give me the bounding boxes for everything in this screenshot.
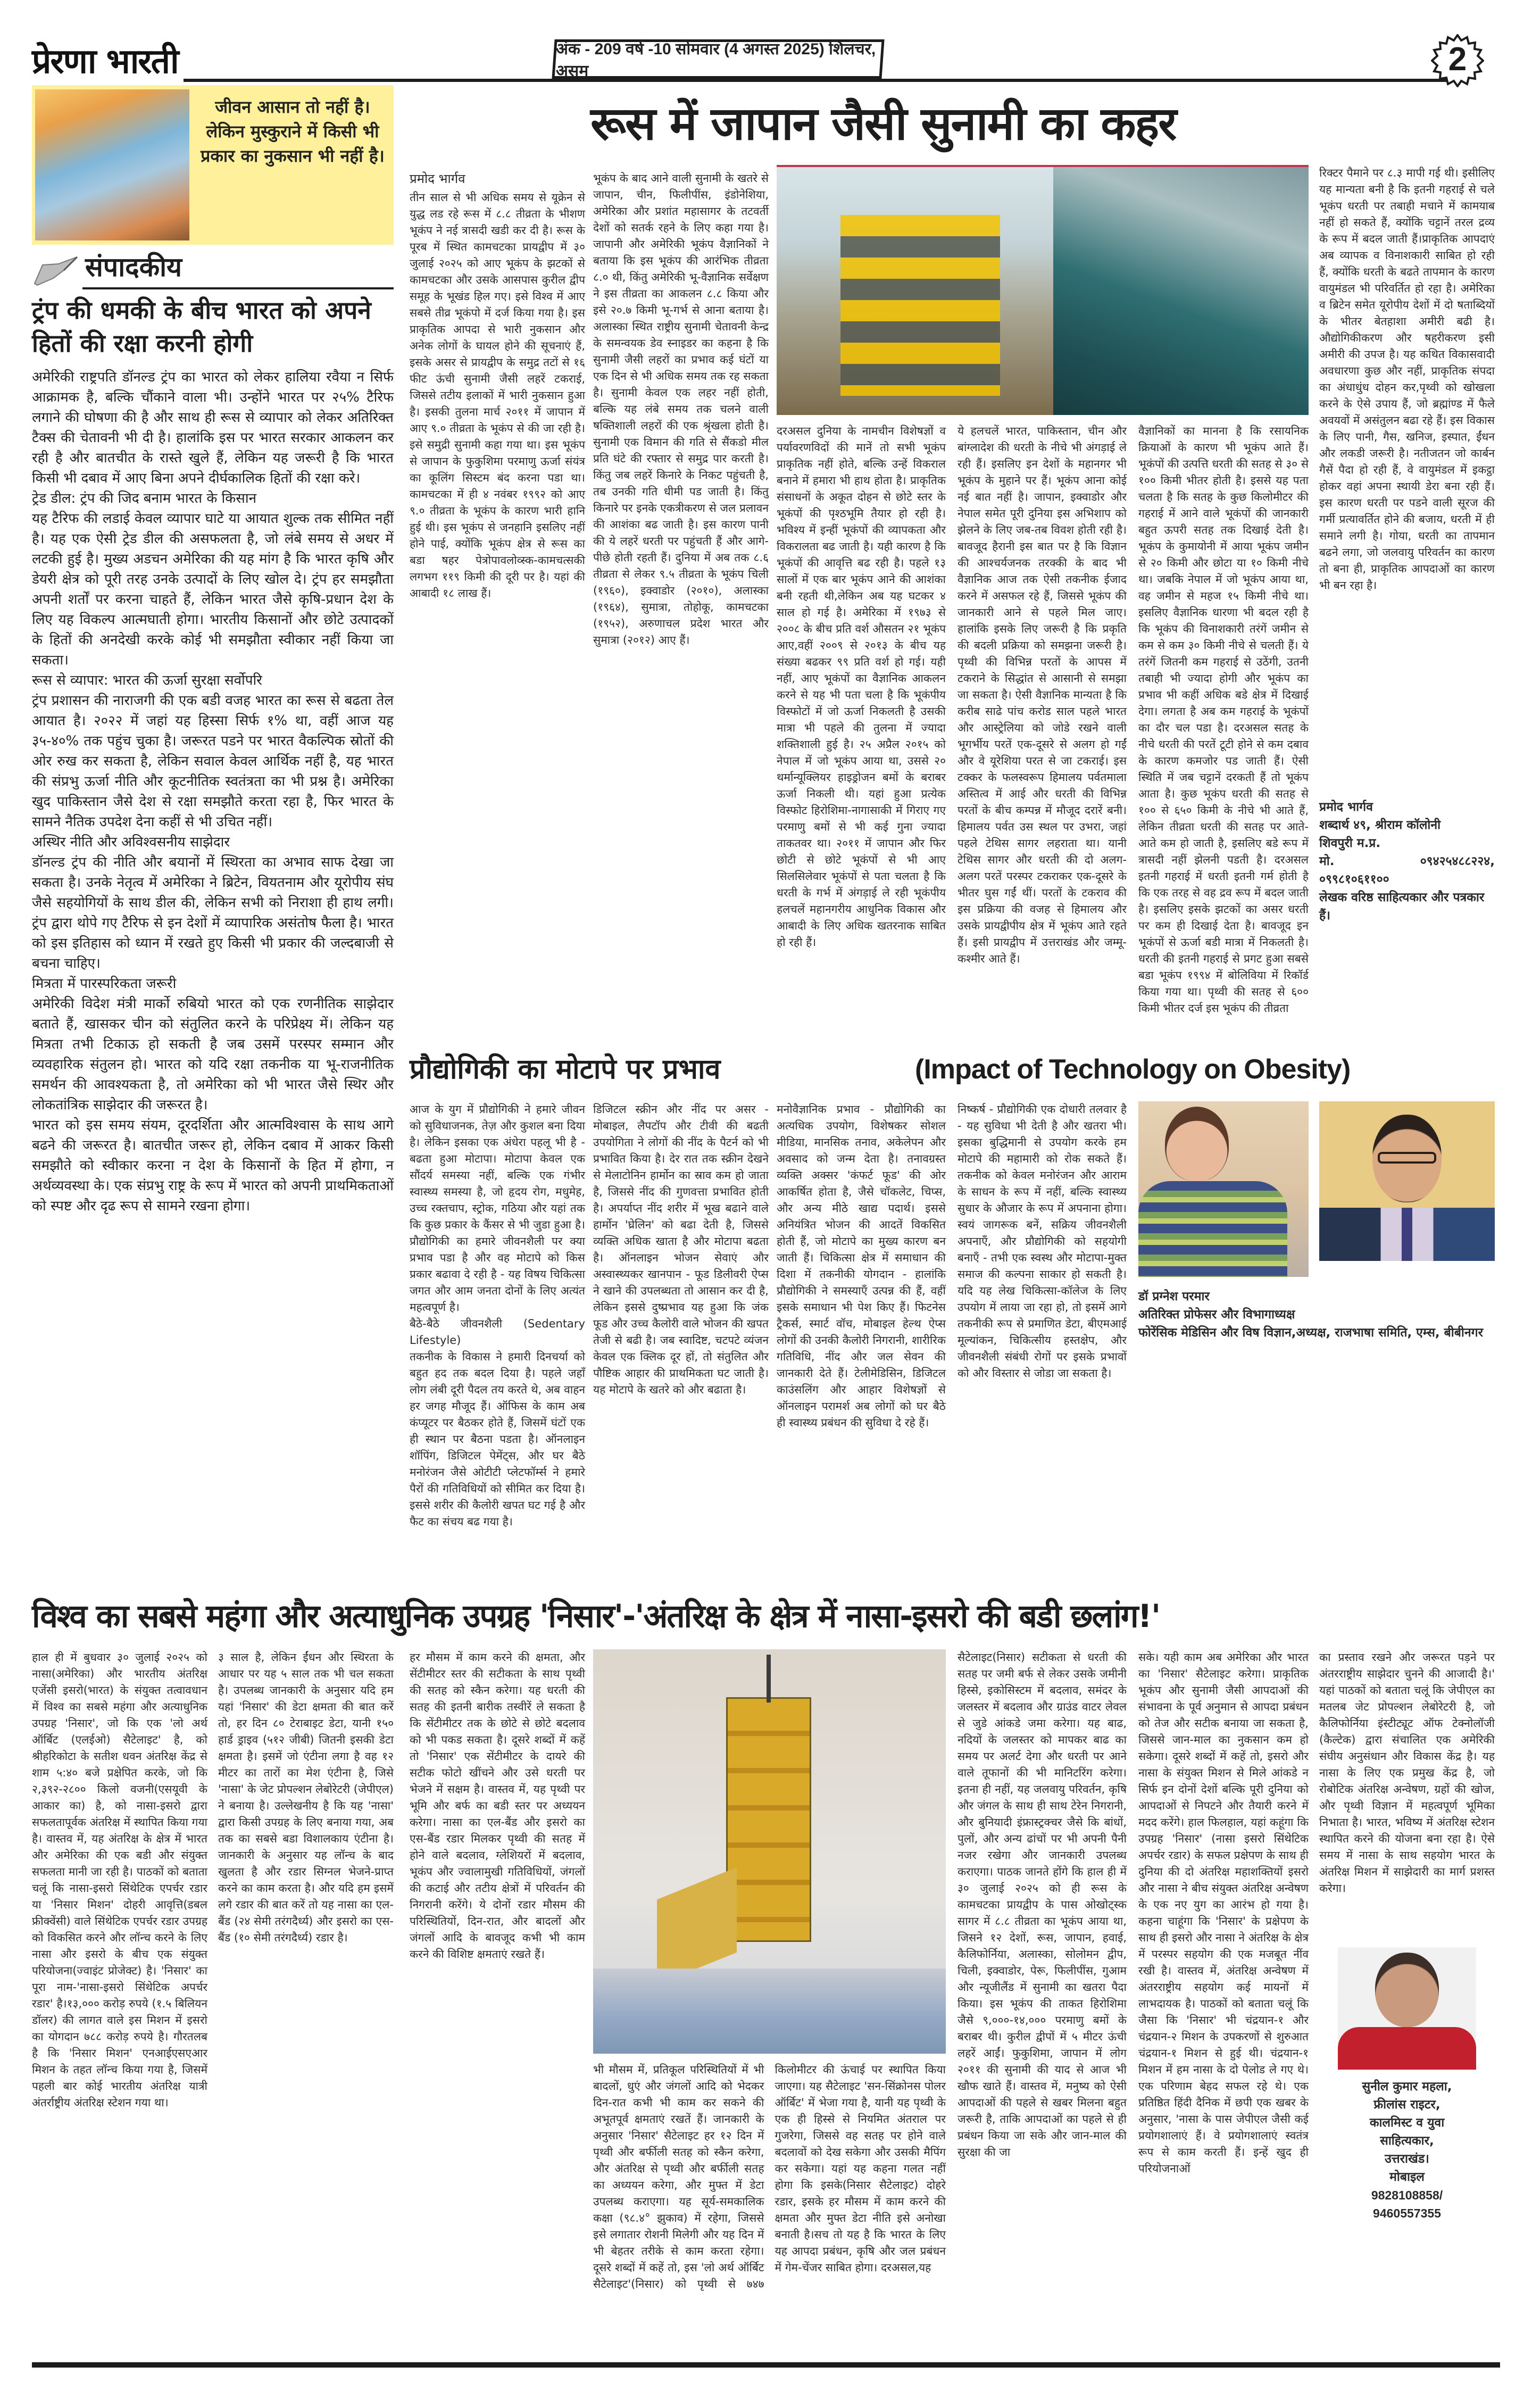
- nisar-author-photo: [1338, 1947, 1476, 2070]
- tsunami-headline: रूस में जापान जैसी सुनामी का कहर: [590, 97, 1176, 151]
- tsunami-author-block: [1319, 798, 1495, 925]
- obesity-author-name: डॉ प्रग्नेश परमार: [1138, 1290, 1210, 1303]
- nisar-mobile-1: 9828108858/: [1371, 2188, 1443, 2202]
- author-mobile: [1319, 852, 1495, 870]
- satellite-antenna-rod: [767, 1655, 771, 1703]
- obesity-subhead: बैठे-बैठे जीवनशैली (Sedentary Lifestyle): [410, 1317, 585, 1347]
- nisar-author-role-1: फ्रीलांस राइटर,: [1373, 2098, 1441, 2112]
- krishna-illustration: [35, 89, 189, 240]
- clean-room-workers: [593, 1969, 946, 2054]
- editorial-para: भारत को इस समय संयम, दूरदर्शिता और आत्मविश्वास के साथ आगे बढने की जरूरत है। बातचीत जरूर हो, लेकिन दबाव में आकर किसी समझौते को स्वीकार करना न देश के किसानों के हित में होगा, न अर्थव्यवस्था के। एक संप्रभु राष्ट्र के रूप में भारत को अपनी प्राथमिकताओं को स्पष्ट और दृढ रूप से सामने रखना होगा।: [32, 1117, 394, 1214]
- obesity-para: आज के युग में प्रौद्योगिकी ने हमारे जीवन को सुविधाजनक, तेज़ और कुशल बना दिया है। लेकिन इसका एक अंधेरा पहलू भी है - बढता हुआ मोटापा। मोटापा केवल एक सौंदर्य समस्या नहीं, बल्कि एक गंभीर स्वास्थ्य समस्या है, जो हृदय रोग, मधुमेह, उच्च रक्तचाप, स्ट्रोक, गठिया और यहां तक कि कुछ प्रकार के कैंसर से भी जुडा हुआ है। प्रौद्योगिकी का हमारे जीवनशैली पर क्या प्रभाव पडा है और वह मोटापे को किस प्रकार बढावा दे रही है - यह विषय चिकित्सा जगत और आम जनता दोनों के लिए अत्यंत महत्वपूर्ण है।: [410, 1103, 585, 1314]
- tsunami-column-1: तीन साल से भी अधिक समय से यूक्रेन से युद्ध लड रहे रूस में ८.८ तीव्रता के भीशण भूकंप ने नई त्रासदी खडी कर दी है। रूस के पूरब में स्थित कामचटका प्रायद्वीप में ३० जुलाई २०२५ को आए भूकंप के झटकों से कामचटका और उसके आसपास कुरील द्वीप समूह के भूखंड हिल गए। इसे विश्व में आए सबसे तीव्र भूकंपो में दर्ज किया गया है। इस प्राकृतिक आपदा से भारी नुकसान और अनेक लोगों के घायल होने की सूचनाएं हैं, इसके असर से प्रायद्वीप के समुद्र तटों से १६ फीट ऊंची सुनामी जैसी लहरें टकराई, जिससे तटीय इलाकों में भारी नुकसान हुआ है। इसकी तुलना मार्च २०११ में जापान में आए ९.० तीव्रता के भूकंप से की जा रही है। इसे समुद्री सुनामी कहा गया था। इस भूकंप से जापान के फुकुशिमा परमाणु ऊर्जा संयंत्र का कूलिंग सिस्टम बंद करना पडा था। कामचटका में ही ४ नवंबर १९९२ को आए ९.० तीव्रता के भूकंप के कारण भारी हानि हुई थी। इस भूकंप से जनहानि इसलिए नहीं होने पाई, क्योंकि भूकंप क्षेत्र से रूस का बडा षहर पेत्रोपावलोव्स्क-कामचत्सकी लगभग ११९ किमी की दूरी पर है। यहां की आबादी १८ लाख हैं।: [410, 191, 585, 600]
- editorial-para: अमेरिकी राष्ट्रपति डॉनल्ड ट्रंप का भारत को लेकर हालिया रवैया न सिर्फ आक्रामक है, बल्कि चौंकाने वाला भी। उन्होंने भारत पर २५% टैरिफ लगाने की घोषणा की है और साथ ही रूस से व्यापार को लेकर अतिरिक्त टैक्स की चेतावनी भी दी है। हालांकि इस पर भारत सरकार आकलन कर रही है और बातचीत के रास्ते खुले हैं, लेकिन यह जरूरी है कि भारत किसी भी दबाव में आए बिना अपने दीर्घकालिक हितों की रक्षा करे।: [32, 369, 394, 486]
- nisar-author-name: सुनील कुमार महला,: [1362, 2080, 1452, 2094]
- editorial-para: यह टैरिफ की लडाई केवल व्यापार घाटे या आयात शुल्क तक सीमित नहीं है। यह एक ऐसी ट्रेड डील की असफलता है, जो लंबे समय से अधर में लटकी हुई है। मुख्य अडचन अमेरिका की यह मांग है कि भारत कृषि और डेयरी क्षेत्र को पूरी तरह उनके उत्पादों के लिए खोल दे। ट्रंप हर समझौता अपनी शर्तों पर करना चाहते हैं, लेकिन भारत जैसे कृषि-प्रधान देश के लिए यह विकल्प आत्मघाती होगा। भारतीय किसानों और छोटे उत्पादकों के हितों की अनदेखी करके कोई भी समझौता स्वीकार नहीं किया जा सकता।: [32, 511, 394, 668]
- nisar-mobile-label: मोबाइल: [1389, 2170, 1425, 2184]
- satellite-body: [726, 1697, 811, 1942]
- obesity-column-3: मनोवैज्ञानिक प्रभाव - प्रौद्योगिकी का अत्यधिक उपयोग, विशेषकर सोशल मीडिया, मानसिक तनाव, अकेलेपन और अवसाद को जन्म देता है। तनावग्रस्त व्यक्ति अक्सर 'कंफर्ट फूड' की ओर आकर्षित होता है, जैसे चॉकलेट, चिप्स, और अन्य मीठे खाद्य पदार्थ। इससे अनियंत्रित भोजन की आदतें विकसित होती हैं, जो मोटापे का मुख्य कारण बन जाती हैं। चिकित्सा क्षेत्र में समाधान की दिशा में तकनीकी योगदान - हालांकि प्रौद्योगिकी ने समस्याएँ उत्पन्न की हैं, वहीं इसके समाधान भी पेश किए हैं। फिटनेस ट्रैकर्स, स्मार्ट वॉच, मोबाइल हेल्थ ऐप्स लोगों की उनकी कैलोरी निगरानी, शारीरिक गतिविधि, नींद और जल सेवन की जानकारी देते हैं। टेलीमेडिसिन, डिजिटल काउंसलिंग और आहार विशेषज्ञों से ऑनलाइन परामर्श अब लोगों को घर बैठे ही स्वास्थ्य प्रबंधन की सुविधा दे रहे हैं।: [777, 1103, 946, 1429]
- editorial-subhead: अस्थिर नीति और अविश्वसनीय साझेदार: [32, 834, 230, 850]
- satellite-panel: [657, 1867, 737, 1985]
- editorial-para: अमेरिकी विदेश मंत्री मार्को रुबियो भारत को एक रणनीतिक साझेदार बताते हैं, खासकर चीन को संतुलित करने के परिप्रेक्ष्य में। लेकिन यह मित्रता तभी टिकाऊ हो सकती है जब उसमें परस्पर सम्मान और व्यवहारिक संतुलन हो। भारत को यदि रक्षा तकनीक या भू-राजनीतिक समर्थन की आवश्यकता है, तो अमेरिका को भी भारत जैसे स्थिर और लोकतांत्रिक साझेदार की जरूरत है।: [32, 996, 394, 1113]
- obesity-column-1: [410, 1101, 585, 1530]
- tsunami-column-5: वैज्ञानिकों का मानना है कि रसायनिक क्रियाओं के कारण भी भूकंप आते हैं। भूकंपों की उत्पत्ति धरती की सतह से ३० से १०० किमी भीतर होती है। इससे यह पता चलता है कि सतह के कुछ किलोमीटर की गहराई में आने वाले भूकंपों की जानकारी बहुत ऊपरी सतह तक दिखाई देती है। भूकंप के कुमायोनी में आया भूकंप जमीन से २० किमी और छोटा या १० किमी नीचे था। जबकि नेपाल में जो भूकंप आया था, वह जमीन से महज १५ किमी नीचे था। इसलिए वैज्ञानिक धारणा भी बदल रही है कि भूकंप की विनाशकारी तरंगें जमीन से कम से कम ३० किमी नीचे से चलती हैं। ये तरंगें जितनी कम गहराई से उठेंगी, उतनी तबाही भी ज्यादा होगी और भूकंप का प्रभाव भी कहीं अधिक बडे क्षेत्र में दिखाई देगा। लगता है अब कम गहराई के भूकंपों का दौर चल पडा है। दरअसल सतह के नीचे धरती की परतें टूटी होने से कम दबाव के कारण कमजोर पड जाती हैं। ऐसी स्थिति में जब चट्टानें दरकती हैं तो भूकंप आता है। कुछ भूकंप धरती की सतह से १०० से ६५० किमी के नीचे भी आते हैं, लेकिन तीव्रता धरती की सतह पर आते-आते कम हो जाती है, इसलिए बडे रूप में त्रासदी नहीं झेलनी पडती है। दरअसल इतनी गहराई में धरती इतनी गर्म होती है कि एक तरह से वह द्रव रूप में बदल जाती है। इसलिए इसके झटकों का असर धरती पर कम ही दिखाई देता है। बावजूद इन भूकंपों से ऊर्जा बडी मात्रा में निकलती है। धरती की इतनी गहराई से प्रगट हुआ सबसे बडा भूकंप १९९४ में बोलिविया में रिकॉर्ड किया गया था। पृथ्वी की सतह से ६०० किमी भीतर दर्ज इस भूकंप की तीव्रता: [1138, 425, 1309, 1015]
- editorial-subhead: ट्रेड डील: ट्रंप की जिद बनाम भारत के किसान: [32, 491, 257, 506]
- author-note: लेखक वरिष्ठ साहित्यकार और पत्रकार हैं।: [1319, 891, 1485, 923]
- nisar-headline: विश्व का सबसे महंगा और अत्याधुनिक उपग्रह 'निसार'-'अंतरिक्ष के क्षेत्र में नासा-इसरो की बडी छलांग!': [32, 1598, 1160, 1635]
- child-head: [1165, 1107, 1229, 1181]
- editorial-body: [32, 367, 394, 1216]
- obesity-headline-hindi: प्रौद्योगिकी का मोटापे पर प्रभाव: [410, 1053, 721, 1085]
- obesity-child-photo: [1138, 1101, 1309, 1277]
- nisar-column-7: का प्रस्ताव रखने और जरूरत पड़ने पर अंतरराष्ट्रीय साझेदार चुनने की आजादी है।' यहां पाठकों को बताता चलूं कि जेपीएल का मतलब जेट प्रोपल्शन लेबोरेटरी है, जो कैलिफोर्निया इंस्टीट्यूट ऑफ टेक्नोलॉजी (कैल्टेक) द्वारा संचालित एक अमेरिकी संघीय अनुसंधान और विकास केंद्र है। यह नासा के लिए एक प्रमुख केंद्र है, जो रोबोटिक अंतरिक्ष अन्वेषण, ग्रहों की खोज, और पृथ्वी विज्ञान में महत्वपूर्ण भूमिका निभाता है। भारत, भविष्य में अंतरिक्ष स्टेशन स्थापित करने की योजना बना रहा है। ऐसे समय में नासा के साथ सहयोग भारत के अंतरिक्ष मिशन में साझेदारी का मार्ग प्रशस्त करेगा।: [1319, 1651, 1495, 1895]
- page-number: 2: [1448, 41, 1467, 78]
- mobile-number-1: ०९४२५४८८२२४,: [1420, 854, 1495, 868]
- obesity-para: तकनीक के विकास ने हमारी दिनचर्या को बहुत हद तक बदल दिया है। पहले जहाँ लोग लंबी दूरी पैदल तय करते थे, अब वाहन हर जगह मौजूद हैं। ऑफिस के काम अब कंप्यूटर पर बैठकर होते हैं, जिसमें घंटों एक ही स्थान पर बैठना पडता है। ऑनलाइन शॉपिंग, डिजिटल पेमेंट्स, और घर बैठे मनोरंजन जैसे ओटीटी प्लेटफॉर्म्स ने हमारे पैरों की गतिविधियों को सीमित कर दिया है। इससे शरीर की कैलोरी खपत घट गई है और फैट का संचय बढ गया है।: [410, 1350, 585, 1528]
- page-number-badge: [1431, 34, 1484, 87]
- editorial-section-label: संपादकीय: [85, 252, 182, 283]
- tsunami-byline-top: प्रमोद भार्गव: [410, 171, 465, 186]
- obesity-author-dept: फोरेंसिक मेडिसिन और विष विज्ञान,अध्यक्ष, राजभाषा समिति, एम्स, बीबीनगर: [1138, 1326, 1483, 1340]
- nisar-column-6: सके। यही काम अब अमेरिका और भारत का 'निसार' सैटेलाइट करेगा। प्राकृतिक भूकंप और सुनामी जैसी आपदाओं की संभावना के पूर्व अनुमान से आपदा प्रबंधन को तेज और सटीक बनाया जा सकता है, जिससे जान-माल का नुकसान कम हो सकेगा। दूसरे शब्दों में कहें तो, इसरो और नासा के संयुक्त मिशन से मिले आंकडे न सिर्फ इन दोनों देशों बल्कि पूरी दुनिया को आपदाओं से निपटने और तैयारी करने में मदद करेंगे। हाल फिलहाल, यहां कहूंगा कि उपग्रह 'निसार' (नासा इसरो सिंथेटिक अपर्चर रडार) के सफल प्रक्षेपण के साथ ही दुनिया की दो अंतरिक्ष महाशक्तियों इसरो और नासा ने बीच संयुक्त अंतरिक्ष अन्वेषण के एक नए युग का आरंभ हो गया है। कहना चाहूंगा कि 'निसार' के प्रक्षेपण के साथ ही इसरो और नासा ने अंतरिक्ष के क्षेत्र में परस्पर सहयोग की एक मजबूत नींव रखी है। वास्तव में, अंतरिक्ष अन्वेषण में अंतरराष्ट्रीय सहयोग कई मायनों में लाभदायक है। पाठकों को बताता चलूं कि जैसा कि 'निसार' भी चंद्रयान-१ और चंद्रयान-२ मिशन के उपकरणों से शुरुआत चंद्रयान-१ मिशन से हुई थी। चंद्रयान-१ मिशन में हम नासा के दो पेलोड ले गए थे। एक परिणाम बेहद सफल रहे थे। एक प्रतिष्ठित हिंदी दैनिक में छपी एक खबर के अनुसार, 'नासा के पास जेपीएल जैसी कई प्रयोगशालाएं हैं। वे प्रयोगशालाएं स्वतंत्र रूप से काम करती हैं। इन्हें खुद ही परियोजनाओं: [1138, 1651, 1309, 2175]
- tsunami-column-3: दरअसल दुनिया के नामचीन विशेषज्ञों व पर्यावरणविदों की मानें तो सभी भूकंप प्राकृतिक नहीं होते, बल्कि उन्हें विकराल बनाने में हमारा भी हाथ होता है। प्राकृतिक संसाधनों के अकूत दोहन से छोटे स्तर के भूकंपों की पृश्ठभूमि तैयार हो रही है। भविश्य में इन्हीं भूकंपों की व्यापकता और विकरालता बढ जाती है। यही कारण है कि भूकंपों की आवृत्ति बढ रही है। पहले १३ सालों में एक बार भूकंप आने की आशंका बनी रहती थी,लेकिन अब यह घटकर ४ साल हो गई है। अमेरिका में १९७३ से २००८ के बीच प्रति वर्श औसतन २१ भूकंप आए,वहीं २००९ से २०१३ के बीच यह संख्या बढकर ९९ प्रति वर्श हो गई। यही नहीं, आए भूकंपों का वैज्ञानिक आकलन करने से यह भी पता चला है कि भूकंपीय विस्फोटों में जो ऊर्जा निकलती है उसकी मात्रा भी पहले की तुलना में ज्यादा शक्तिशाली हुई है। २५ अप्रैल २०१५ को नेपाल में जो भूकंप आया था, उससे २० थर्मान्यूक्लियर हाइड्रोजन बमों के बराबर ऊर्जा निकली थी। यहां हुआ प्रत्येक विस्फोट हिरोशिमा-नागासाकी में गिराए गए परमाणु बमों से भी कई गुना ज्यादा ताकतवर था। २०११ में जापान और फिर छोटी से छोटे भूकंपों से भी आए सिलसिलेवार भूकंपों से पता चलता है कि धरती के गर्भ में अंगड़ाई ले रही भूकंपीय हलचलें महानगरीय आधुनिक विकास और आबादी के लिए अधिक खतरनाक साबित हो रही हैं।: [777, 425, 946, 949]
- nisar-author-role-2: कालमिस्ट व युवा: [1369, 2116, 1445, 2130]
- editorial-subhead: मित्रता में पारस्परिकता जरूरी: [32, 976, 177, 992]
- author-glasses: [1378, 1152, 1436, 1164]
- nisar-author-face: [1375, 1953, 1439, 2027]
- obesity-author-photo: [1319, 1101, 1495, 1261]
- author-address: शब्दार्थ ४९, श्रीराम कॉलोनी: [1319, 818, 1441, 832]
- nisar-author-block: [1319, 2078, 1495, 2222]
- tsunami-column-6: रिक्टर पैमाने पर ८.३ मापी गई थी। इसीलिए यह मान्यता बनी है कि इतनी गहराई से चले भूकंप धरती पर तबाही मचाने में कामयाब नहीं हो सकते हैं, क्योंकि चट्टानें तरल द्रव्य के रूप में बदल जाती हैं।प्राकृतिक आपदाएं अब व्यापक व विनाशकारी साबित हो रही हैं, क्योंकि धरती के बढते तापमान के कारण वायुमंडल भी परिवर्तित हो रहा है। अमेरिका व ब्रिटेन समेत यूरोपीय देशों में दो षताब्दियों के भीतर बेतहाशा अमीरी बढी है। औद्योगिकीकरण और षहरीकरण इसी अमीरी की उपज है। यह कथित विकासवादी अवधारणा कुछ और नहीं, प्राकृतिक संपदा का अंधाधुंध दोहन कर,पृथ्वी को खोखला करने के ऐसे उपाय हैं, जो ब्रह्मांण्ड में फैले अवयवों में असंतुलन बढा रहे हैं। इस विकास के लिए पानी, गैस, खनिज, इस्पात, ईंधन और लकडी जरूरी है। नतीजतन जो कार्बन गैसें पैदा हो रही हैं, वे वायुमंडल में इकट्ठा होकर वहां अपना स्थायी डेरा बना रही हैं। इस कारण धरती पर पडने वाली सूरज की गर्मी प्रत्यावर्तित होने की बजाय, धरती में ही समाने लगी है। गोया, धरती का तापमान बढने लगा, जो जलवायु परिवर्तन का कारण तो बना ही, प्राकृतिक आपदाओं का कारण भी बन रहा है।: [1319, 167, 1495, 592]
- tsunami-photo: [777, 165, 1309, 415]
- quote-text: जीवन आसान तो नहीं है। लेकिन मुस्कुराने में किसी भी प्रकार का नुकसान भी नहीं है।: [201, 97, 385, 166]
- tsunami-column-2: भूकंप के बाद आने वाली सुनामी के खतरे से जापान, चीन, फिलीपींस, इंडोनेशिया, अमेरिका और प्रशांत महासागर के तटवर्ती देशों को सतर्क रहने के लिए कहा गया है। जापानी और अमेरिकी भूकंप वैज्ञानिकों ने बताया कि इस भूकंप की आरंभिक तीव्रता ८.० थी, किंतु अमेरिकी भू-वैज्ञानिक सर्वेक्षण ने इस तीव्रता का आकलन ८.८ किया और इसे २०.७ किमी भू-गर्भ से आना बताया है। अलास्का स्थित राष्ट्रीय सुनामी चेतावनी केन्द्र के समन्वयक डेव स्नाइडर का कहना है कि सुनामी जैसी लहरों का प्रभाव कई घंटों या एक दिन से भी अधिक समय तक रह सकता है। सुनामी केवल एक लहर नहीं होती, बल्कि यह लंबे समय तक चलने वाली षक्तिशाली लहरों की एक श्रृंखला होती है। सुनामी एक विमान की गति से सैंकडो मील प्रति घंटे की रफ्तार से समुद्र पार करती है। किंतु जब लहरें किनारे के निकट पहुंचती है, तब उनकी गति धीमी पड जाती है। किंतु किनारे पर इनके एकत्रीकरण से जल प्रलावन की आशंका बढ जाती है। इस कारण पानी की ये लहरें धरती पर पहुंचती हैं और आगे- पीछे होती रहती हैं। दुनिया में अब तक ८.६ तीव्रता से लेकर ९.५ तीव्रता के भूकंप चिली (१९६०), इक्वाडोर (२०१०), अलास्का (१९६४), सुमात्रा, तोहोकू, कामचटका (१९५२), अरुणाचल प्रदेश भारत और सुमात्रा (२०१२) आए हैं।: [593, 172, 769, 646]
- obesity-author-block: [1138, 1288, 1495, 1342]
- issue-info-box: [552, 39, 884, 79]
- nisar-satellite-photo: [593, 1649, 946, 2054]
- editorial-headline: ट्रंप की धमकी के बीच भारत को अपने हितों की रक्षा करनी होगी: [32, 296, 371, 358]
- obesity-column-2: डिजिटल स्क्रीन और नींद पर असर - मोबाइल, लैपटॉप और टीवी की बढती उपयोगिता ने लोगों की नींद के पैटर्न को भी प्रभावित किया है। देर रात तक स्क्रीन देखने से मेलाटोनिन हार्मोन का स्राव कम हो जाता है, जिससे नींद की गुणवत्ता प्रभावित होती है। अपर्याप्त नींद शरीर में भूख बढाने वाले हार्मोन 'घ्रेलिन' को बढा देती है, जिससे व्यक्ति अधिक खाता है और मोटापा बढता है। ऑनलाइन भोजन सेवाएं और अस्वास्थ्यकर खानपान - फूड डिलीवरी ऐप्स ने खाने की उपलब्धता तो आसान कर दी है, लेकिन इससे दुष्प्रभाव यह हुआ कि जंक फूड और उच्च कैलोरी वाले भोजन की खपत तेजी से बढी है। जब स्वादिष्ट, चटपटे व्यंजन केवल एक क्लिक दूर हों, तो संतुलित और पौष्टिक आहार की प्राथमिकता घट जाती है। यह मोटापे के खतरे को और बढाता है।: [593, 1103, 769, 1396]
- author-name: प्रमोद भार्गव: [1319, 800, 1373, 814]
- editorial-para: डॉनल्ड ट्रंप की नीति और बयानों में स्थिरता का अभाव साफ देखा जा सकता है। उनके नेतृत्व में अमेरिका ने ब्रिटेन, वियतनाम और यूरोपीय संघ जैसे सहयोगियों के साथ डील की, लेकिन सभी को निराशा ही हाथ लगी। ट्रंप द्वारा थोपे गए टैरिफ से इन देशों में व्यापारिक असंतोष फैला है। भारत को इस इतिहास को ध्यान में रखते हुए किसी भी प्रकार की जल्दबाजी से बचना चाहिए।: [32, 854, 394, 971]
- editorial-para: ट्रंप प्रशासन की नाराजगी की एक बडी वजह भारत का रूस से बढता तेल आयात है। २०२२ में जहां यह हिस्सा सिर्फ १% था, वहीं आज यह ३५-४०% तक पहुंच चुका है। जरूरत पडने पर भारत वैकल्पिक स्रोतों की ओर रुख कर सकता है, लेकिन सवाल केवल आर्थिक नहीं है, यह भारत की संप्रभु ऊर्जा नीति और कूटनीतिक स्वतंत्रता का भी प्रश्न है। अमेरिका खुद पाकिस्तान जैसे देश से रक्षा समझौते करता रहा है, फिर भारत के सामने नैतिक उपदेश देना कहीं से भी उचित नहीं।: [32, 693, 394, 830]
- tsunami-column-4: ये हलचलें भारत, पाकिस्तान, चीन और बांग्लादेश की धरती के नीचे भी अंगड़ाई ले रही हैं। इसलिए इन देशों के महानगर भी भूकंप के मुहाने पर हैं। भूकंप आना कोई नई बात नहीं है। जापान, इक्वाडोर और नेपाल समेत पूरी दुनिया इस अभिशाप को झेलने के लिए जब-तब विवश होती रही है। बावजूद हैरानी इस बात पर है कि विज्ञान की आश्चर्यजनक तरक्की के बाद भी वैज्ञानिक आज तक ऐसी तकनीक ईजाद करने में असफल रहे हैं, जिससे भूकंप की जानकारी आने से पहले मिल जाए। हालांकि इसके लिए जरूरी है कि प्रकृति की बदली प्रक्रिया को समझना जरूरी है। पृथ्वी की विभिन्न परतों के आपस में टकराने के सिद्धांत से आसानी से समझा जा सकता है। ऐसी वैज्ञानिक मान्यता है कि करीब साढे पांच करोड साल पहले भारत और आस्ट्रेलिया को जोडे रखने वाली भूगर्भीय परतें एक-दूसरे से अलग हो गईं और वे यूरेशिया परत से जा टकराई। इस टक्कर के फलस्वरूप हिमालय पर्वतमाला अस्तित्व में आई और धरती की विभिन्न परतों के बीच कम्पन्न में मौजूद दरारें बनी। हिमालय पर्वत उस स्थल पर उभरा, जहां पहले टेथिस सागर लहराता था। यानी टेथिस सागर और धरती की दो अलग-अलग परतें परस्पर टकराकर एक-दूसरे के भीतर घुस गईं थीं। परतों के टकराव की इस प्रक्रिया की वजह से हिमालय और उसके प्रायद्वीपीय क्षेत्र में भूकंप आते रहते हैं। इसी प्रायद्वीप में उत्तराखंड और जम्मू-कश्मीर आते हैं।: [958, 425, 1127, 965]
- author-city: शिवपुरी म.प्र.: [1319, 836, 1381, 850]
- editorial-rule: [82, 287, 394, 289]
- nisar-column-3: हर मौसम में काम करने की क्षमता, और सेंटीमीटर स्तर की सटीकता के साथ पृथ्वी की सतह को स्कैन करेगा। यह धरती की सतह की इतनी बारीक तस्वीरें ले सकता है कि सेंटीमीटर तक के छोटे से छोटे बदलाव को भी पकड सकता है। दूसरे शब्दों में कहें तो 'निसार' एक सेंटीमीटर के दायरे की सटीक फोटो खींचने और उसे धरती पर भेजने में सक्षम है। वास्तव में, यह पृथ्वी पर भूमि और बर्फ का बडी स्तर पर अध्ययन करेगा। नासा का एल-बैंड और इसरो का एस-बैंड रडार मिलकर पृथ्वी की सतह में होने वाले बदलाव, ग्लेशियरों में बदलाव, भूकंप और ज्वालामुखी गतिविधियों, जंगलों की कटाई और तटीय क्षेत्रों में परिवर्तन की निगरानी करेंगे। ये दोनों रडार मौसम की परिस्थितियों, दिन-रात, और बादलों और जंगलों आदि के बावजूद कभी भी काम करने की विशिष्ट क्षमताएं रखते हैं।: [410, 1651, 585, 1961]
- author-suit: [1319, 1208, 1495, 1261]
- obesity-headline-english: (Impact of Technology on Obesity): [915, 1054, 1351, 1085]
- editorial-subhead: रूस से व्यापार: भारत की ऊर्जा सुरक्षा सर्वोपरि: [32, 672, 262, 688]
- nisar-column-5: सैटेलाइट(निसार) सटीकता से धरती की सतह पर जमी बर्फ से लेकर उसके जमीनी हिस्से, इकोसिस्टम में बदलाव, समंदर के जलस्तर में बदलाव और ग्राउंड वाटर लेवल से जुडे आंकडे जमा करेगा। यह बाढ, नदियों के जलस्तर को मापकर बाढ का समय पर अलर्ट देगा और धरती पर आने वाले तूफानों की भी मानिटरिंग करेगा। इतना ही नहीं, यह जलवायु परिवर्तन, कृषि और जंगल के साथ ही साथ टेरेन निगरानी, और बुनियादी इंफ्रास्ट्रक्चर जैसे कि बांधों, पुलों, और अन्य ढांचों पर भी अपनी पैनी नजर रखेगा और जानकारी उपलब्ध कराएगा। पाठक जानते होंगे कि हाल ही में ३० जुलाई २०२५ को ही रूस के कामचटका प्रायद्वीप के पास ओखोट्स्क सागर में ८.८ तीव्रता का भूकंप आया था, जिसने १२ देशों, रूस, जापान, हवाई, कैलिफोर्निया, अलास्का, सोलोमन द्वीप, चिली, इक्वाडोर, पेरू, फिलीपींस, गुआम और न्यूजीलैंड में सुनामी का खतरा पैदा किया। इस भूकंप की ताकत हिरोशिमा जैसे ९,०००-१४,००० परमाणु बमों के बराबर थी। कुरील द्वीपों में ५ मीटर ऊंची लहरें आईं। फुकुशिमा, जापान में लोग २०११ की सुनामी की याद से आज भी खौफ खाते हैं। वास्तव में, मनुष्य को ऐसी आपदाओं की पहले से खबर मिलना बहुत जरूरी है, ताकि आपदाओं का पहले से ही प्रबंधन किया जा सके और जान-माल की सुरक्षा की जा: [958, 1651, 1127, 2158]
- issue-line: अंक - 209 वर्ष -10 सोमवार (4 अगस्त 2025) शिलचर, असम: [556, 40, 876, 80]
- page-bottom-rule: [32, 2362, 1500, 2368]
- building-facade: [840, 215, 1000, 396]
- editorial-pen-icon: [32, 254, 80, 286]
- nisar-mobile-2: 9460557355: [1373, 2206, 1441, 2220]
- mobile-label: मो.: [1319, 854, 1335, 868]
- nisar-column-2: ३ साल है, लेकिन ईंधन और स्थिरता के आधार पर यह ५ साल तक भी चल सकता है। उपलब्ध जानकारी के अनुसार यदि हम यहां 'निसार' की डेटा क्षमता की बात करें तो, हर दिन ८० टेराबाइट डेटा, यानी १५० हार्ड ड्राइव (५१२ जीबी) जितनी इसकी डेटा क्षमता है। इसमें जो एंटीना लगा है वह १२ मीटर का तारों का मेश एंटीना है, जिसे 'नासा' के जेट प्रोपल्शन लेबोरेटरी (जेपीएल) ने बनाया है। उल्लेखनीय है कि यह 'नासा' द्वारा किसी उपग्रह के लिए बनाया गया, अब तक का सबसे बडा विशालकाय एंटीना है। जानकारी के अनुसार यह लॉन्च के बाद खुलता है और रडार सिग्नल भेजने-प्राप्त करने का काम करता है। और यदि हम इसमें लगे रडार की बात करें तो यह नासा का एल-बैंड (२४ सेमी तरंगदैर्ध्य) और इसरो का एस-बैंड (१० सेमी तरंगदैर्ध्य) रडार है।: [218, 1651, 394, 1944]
- obesity-column-4: निष्कर्ष - प्रौद्योगिकी एक दोधारी तलवार है - यह सुविधा भी देती है और खतरा भी। इसका बुद्धिमानी से उपयोग करके हम मोटापे की महामारी को रोक सकते हैं। तकनीक को केवल मनोरंजन और आराम के साधन के रूप में नहीं, बल्कि स्वास्थ्य सुधार के औजार के रूप में अपनाना होगा। स्वयं जागरूक बनें, सक्रिय जीवनशैली अपनाएँ, और प्रौद्योगिकी को सहयोगी बनाएँ - तभी एक स्वस्थ और मोटापा-मुक्त समाज की कल्पना साकार हो सकती है।यदि यह लेख चिकित्सा-कॉलेज के लिए उपयोग में लाया जा रहा हो, तो इसमें आगे तकनीकी रूप से प्रमाणित डेटा, बीएमआई मूल्यांकन, चिकित्सीय हस्तक्षेप, और जीवनशैली संबंधी रोगों पर इसके प्रभावों को और विस्तार से जोडा जा सकता है।: [958, 1103, 1127, 1380]
- nisar-column-1: हाल ही में बुधवार ३० जुलाई २०२५ को नासा(अमेरिका) और भारतीय अंतरिक्ष एजेंसी इसरो(भारत) के संयुक्त तत्वावधान में विश्व का सबसे महंगा और अत्याधुनिक उपग्रह 'निसार', जो कि एक 'लो अर्थ ऑर्बिट (एलईओ) सैटेलाइट' है, को श्रीहरिकोटा के सतीश धवन अंतरिक्ष केंद्र से शाम ५:४० बजे प्रक्षेपित करके, जो कि २,३९२-२८०० किलो वजनी(एसयूवी के आकार का) है, को नासा-इसरो द्वारा सफलतापूर्वक अंतरिक्ष में स्थापित किया गया है। वास्तव में, यह अंतरिक्ष के क्षेत्र में भारत और अमेरिका की एक बडी और संयुक्त सफलता मानी जा रही है। पाठकों को बताता चलूं कि नासा-इसरो सिंथेटिक एपर्चर रडार या 'निसार मिशन' दोहरी आवृत्ति(डबल फ्रीक्वेंसी) वाले सिंथेटिक एपर्चर रडार उपग्रह को विकसित करने और लॉन्च करने के लिए नासा और इसरो के बीच एक संयुक्त परियोजना(ज्वाइंट प्रोजेक्ट) है। 'निसार' का पूरा नाम-'नासा-इसरो सिंथेटिक अपर्चर रडार' है।१३,००० करोड़ रुपये (१.५ बिलियन डॉलर) की लागत वाले इस मिशन में इसरो का योगदान ७८८ करोड़ रुपये है। गौरतलब है कि 'निसार मिशन' एनआईएसएआर मिशन के तहत लॉन्च किया गया है, जिसमें पहली बार कोई भारतीय अंतरिक्ष यात्री अंतर्राष्ट्रीय अंतरिक्ष स्टेशन गया था।: [32, 1651, 207, 2109]
- nisar-column-4: भी मौसम में, प्रतिकूल परिस्थितियों में भी बादलों, धुएं और जंगलों आदि को भेदकर दिन-रात कभी भी काम कर सकने की अभूतपूर्व क्षमताएं रखतें हैं। जानकारी के अनुसार 'निसार' सैटेलाइट हर १२ दिन में पृथ्वी और बर्फीली सतह को स्कैन करेगा, और अंतरिक्ष से पृथ्वी और बर्फीली सतह का अध्ययन करेगा, और मुफ्त में डेटा उपलब्ध कराएगा। यह सूर्य-समकालिक कक्षा (९८.४° झुकाव) में रहेगा, जिससे इसे लगातार रोशनी मिलेगी और यह दिन में भी बेहतर तरीके से काम करता रहेगा। दूसरे शब्दों में कहें तो, इस 'लो अर्थ ऑर्बिट सैटेलाइट'(निसार) को पृथ्वी से ७४७ किलोमीटर की ऊंचाई पर स्थापित किया जाएगा। यह सैटेलाइट 'सन-सिंक्रोनस पोलर ऑर्बिट' में भेजा गया है, यानी यह पृथ्वी के एक ही हिस्से से नियमित अंतराल पर गुजरेगा, जिससे वह सतह पर होने वाले बदलावों को देख सकेगा और उसकी मैपिंग कर सकेगा। यहां यह कहना गलत नहीं होगा कि इसके(निसार सैटेलाइट) दोहरे रडार, इसके हर मौसम में काम करने की क्षमता और मुफ्त डेटा नीति इसे अनोखा बनाती है।सच तो यह है कि भारत के लिए यह आपदा प्रबंधन, कृषि और जल प्रबंधन में गेम-चेंजर साबित होगा। दरअसल,यह: [593, 2063, 946, 2290]
- child-body: [1138, 1181, 1287, 1277]
- nisar-author-sweater: [1338, 2027, 1476, 2070]
- nisar-author-role-3: साहित्यकार,: [1380, 2134, 1434, 2148]
- mobile-number-2: ०९९८१०६११००: [1319, 873, 1389, 886]
- nisar-author-place: उत्तराखंड।: [1385, 2152, 1429, 2166]
- obesity-author-title: अतिरिक्त प्रोफेसर और विभागाध्यक्ष: [1138, 1308, 1295, 1322]
- wave-image: [1053, 167, 1309, 415]
- paper-masthead: प्रेरणा भारती: [32, 40, 184, 83]
